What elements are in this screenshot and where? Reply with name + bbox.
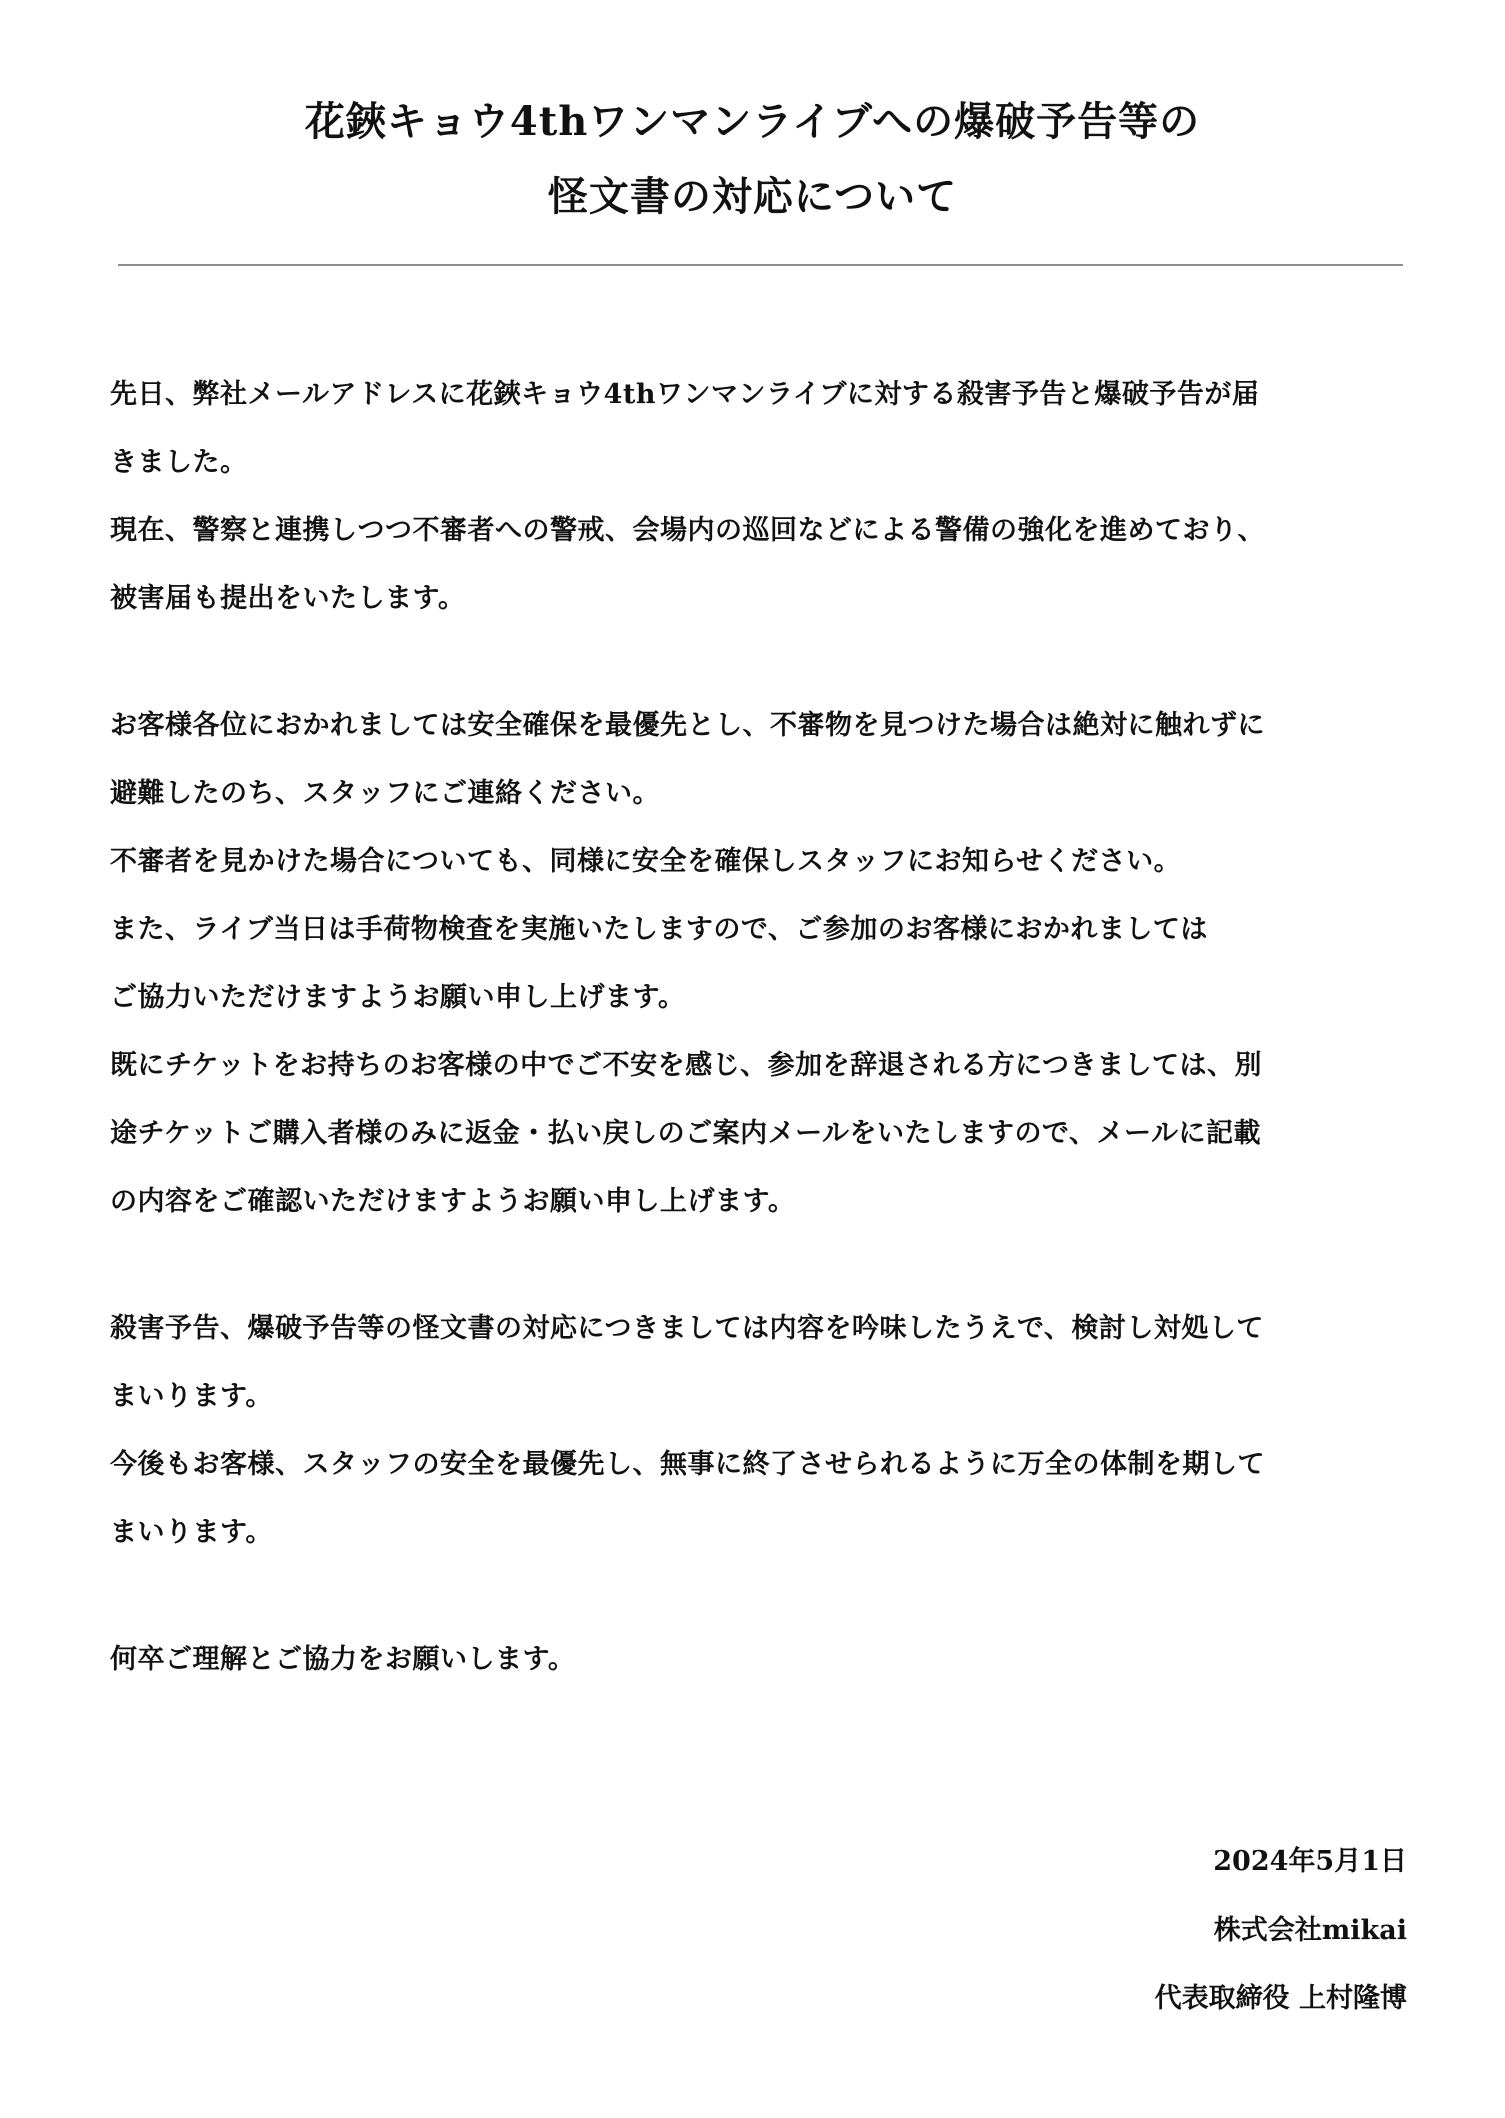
body-line: きました。 (110, 447, 248, 478)
body-line: 被害届も提出をいたします。 (110, 583, 466, 614)
body-line: 殺害予告、爆破予告等の怪文書の対応につきましては内容を吟味したうえで、検討し対処して (110, 1313, 1264, 1344)
closing-line: 何卒ご理解とご協力をお願いします。 (110, 1644, 576, 1675)
document-title-line-1: 花鋏キョウ4thワンマンライブへの爆破予告等の (304, 98, 1201, 145)
body-line: 今後もお客様、スタッフの安全を最優先し、無事に終了させられるように万全の体制を期して (110, 1449, 1265, 1480)
body-line: お客様各位におかれましては安全確保を最優先とし、不審物を見つけた場合は絶対に触れずに (110, 710, 1265, 741)
document-title-line-2: 怪文書の対応について (547, 173, 958, 220)
signature-representative: 代表取締役 上村隆博 (1154, 1983, 1407, 2014)
body-line: 不審者を見かけた場合についても、同様に安全を確保しスタッフにお知らせください。 (110, 846, 1182, 877)
body-line: まいります。 (110, 1381, 273, 1412)
body-line: 現在、警察と連携しつつ不審者への警戒、会場内の巡回などによる警備の強化を進めており、 (110, 515, 1265, 546)
body-line: また、ライブ当日は手荷物検査を実施いたしますので、ご参加のお客様におかれましては (110, 914, 1208, 945)
signature-date: 2024年5月1日 (1213, 1846, 1407, 1877)
body-line: ご協力いただけますようお願い申し上げます。 (110, 982, 686, 1013)
body-line: 途チケットご購入者様のみに返金・払い戻しのご案内メールをいたしますので、メールに記載 (110, 1118, 1261, 1149)
body-line: 既にチケットをお持ちのお客様の中でご不安を感じ、参加を辞退される方につきましては、別 (110, 1050, 1263, 1081)
body-line: の内容をご確認いただけますようお願い申し上げます。 (110, 1186, 796, 1217)
body-line: 先日、弊社メールアドレスに花鋏キョウ4thワンマンライブに対する殺害予告と爆破予告が届 (110, 379, 1260, 410)
body-line: まいります。 (110, 1517, 273, 1548)
title-divider (118, 264, 1403, 266)
signature-company: 株式会社mikai (1213, 1915, 1407, 1946)
body-line: 避難したのち、スタッフにご連絡ください。 (110, 778, 660, 809)
